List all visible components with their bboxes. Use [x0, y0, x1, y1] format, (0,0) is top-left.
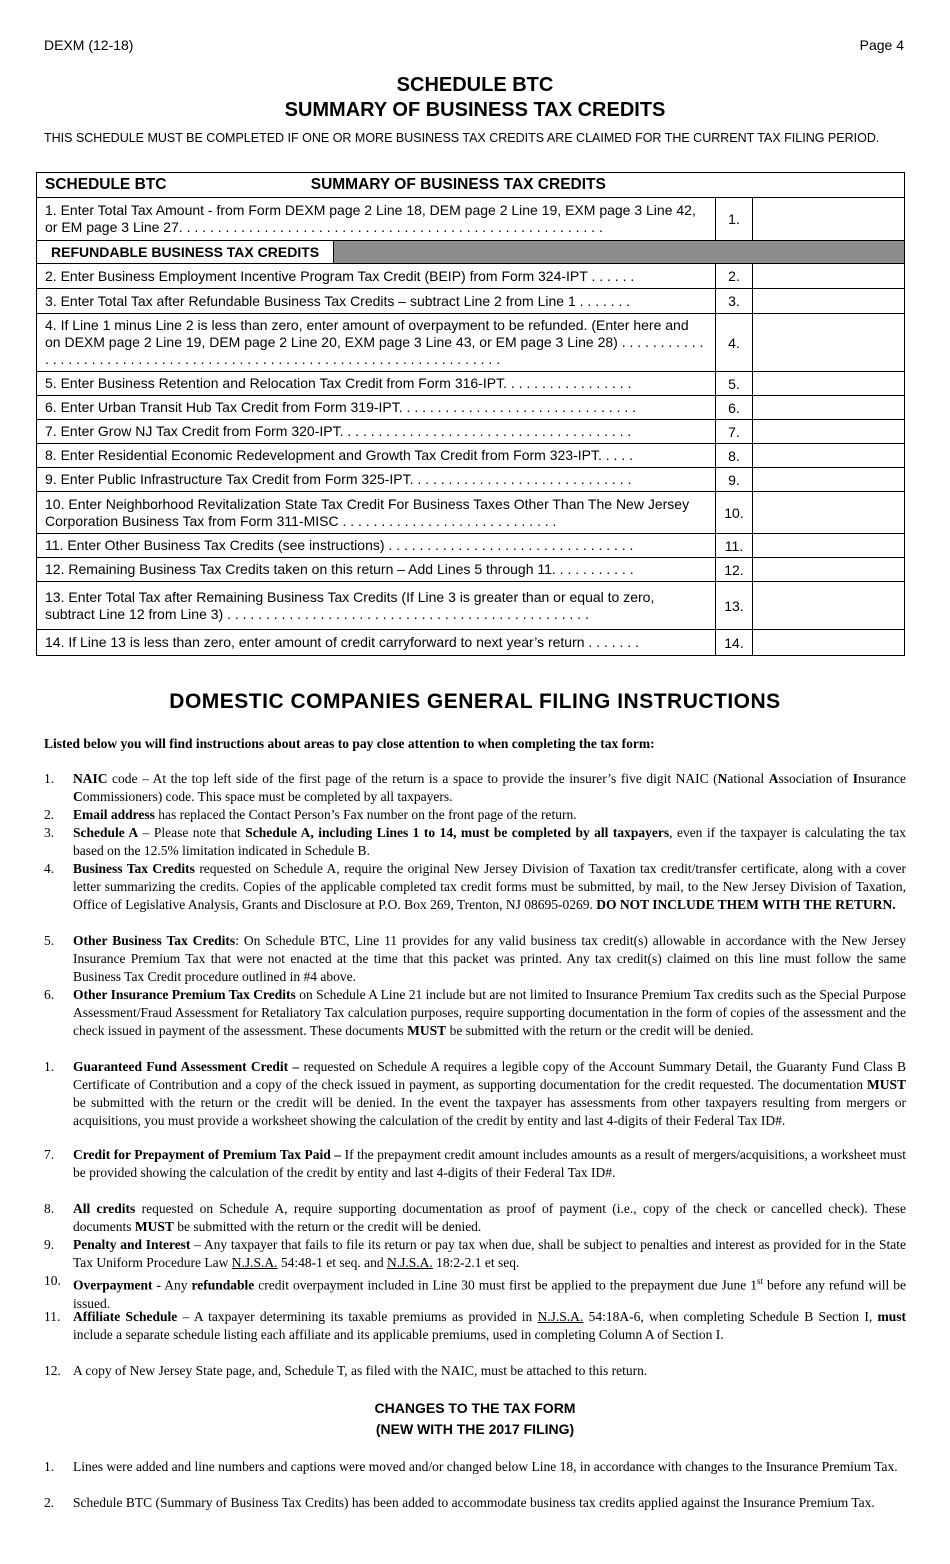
table-header-right: SUMMARY OF BUSINESS TAX CREDITS: [310, 176, 606, 193]
item-text: Schedule BTC (Summary of Business Tax Credits) has been added to accommodate business tax credits applied against the Insurance Premium Tax.: [73, 1495, 875, 1510]
list-item: [44, 1200, 906, 1236]
table-row: [37, 264, 905, 289]
item-bold: Other Business Tax Credits: [73, 933, 236, 948]
list-item: [44, 1146, 906, 1182]
line-num: 5.: [716, 372, 753, 396]
item-text: Any: [161, 1277, 192, 1293]
item-underline: N.J.S.A.: [387, 1255, 433, 1270]
line-amount-input[interactable]: [753, 582, 905, 630]
item-bold: All credits: [73, 1201, 136, 1216]
line-amount-input[interactable]: [753, 396, 905, 420]
item-text: 54:18A-6, when completing Schedule B Section I,: [583, 1309, 878, 1324]
line-amount-input[interactable]: [753, 558, 905, 582]
line-amount-input[interactable]: [753, 468, 905, 492]
list-item: [44, 1058, 906, 1130]
item-bold: MUST: [134, 1219, 174, 1234]
item-bold: Affiliate Schedule: [73, 1309, 178, 1324]
item-number: 4.: [44, 861, 55, 876]
item-text: requested on Schedule A, require the original New Jersey Division of Taxation tax credit/transfer certificate, along with a cover letter summarizing the credits. Copies of the applicable completed tax credit forms must be submitted, by mail, to the New Jersey Division of Taxation, Office of Legislative Analysis, Grants and Disclosure at P.O. Box 269, Trenton, NJ 08695-0269.: [73, 861, 906, 912]
item-text: – Please note that: [138, 825, 246, 840]
refundable-label: REFUNDABLE BUSINESS TAX CREDITS: [37, 241, 334, 263]
item-number: 9.: [44, 1237, 55, 1252]
item-bold: must: [877, 1309, 906, 1324]
line-desc: 8. Enter Residential Economic Redevelopment and Growth Tax Credit from Form 323-IPT. . . . .: [37, 444, 716, 468]
changes-subtitle: (NEW WITH THE 2017 FILING): [375, 1421, 575, 1437]
line-num: 2.: [716, 264, 753, 289]
item-bold: Overpayment -: [73, 1277, 161, 1293]
line-num: 8.: [716, 444, 753, 468]
item-text: before any refund will be issued.: [73, 1277, 907, 1311]
item-number: 2.: [44, 807, 55, 822]
item-text: requested on Schedule A, require supporting documentation as proof of payment (i.e., copy of the check or cancelled check). These documents: [73, 1201, 906, 1234]
item-text: – Any taxpayer that fails to file its return or pay tax when due, shall be subject to penalties and interest as provided for in the State Tax Uniform Procedure Law: [73, 1237, 906, 1270]
item-text: include a separate schedule listing each affiliate and its applicable premiums, used in completing Column A of Section I.: [73, 1327, 724, 1342]
line-amount-input[interactable]: [753, 289, 905, 314]
table-row: [37, 492, 905, 534]
line-num: 12.: [716, 558, 753, 582]
item-bold: MUST: [407, 1023, 447, 1038]
btc-table-header: [37, 173, 905, 198]
item-number: 5.: [44, 933, 55, 948]
list-item: [44, 932, 906, 986]
table-row: [37, 314, 905, 372]
item-text: ational: [727, 771, 769, 786]
item-bold: A: [768, 771, 779, 786]
table-row: [37, 630, 905, 656]
table-row: [37, 582, 905, 630]
line-desc: 5. Enter Business Retention and Relocation Tax Credit from Form 316-IPT. . . . . . . . . . . . . . . . .: [37, 372, 716, 396]
changes-title: CHANGES TO THE TAX FORM: [374, 1400, 576, 1416]
instructions-title: DOMESTIC COMPANIES GENERAL FILING INSTRUCTIONS: [169, 690, 781, 713]
item-text: requested on Schedule A requires a legible copy of the Account Summary Detail, the Guaranty Fund Class B Certificate of Contribution and a copy of the check issued in payment, as supporting documentation for the credit requested. The documentation: [73, 1059, 907, 1092]
line-num: 4.: [716, 314, 753, 372]
form-id: DEXM (12-18): [44, 37, 134, 53]
line-desc: 3. Enter Total Tax after Refundable Business Tax Credits – subtract Line 2 from Line 1 . . . . . . .: [37, 289, 716, 314]
list-item: [44, 1458, 906, 1476]
list-item: [44, 986, 906, 1040]
item-bold: Business Tax Credits: [73, 861, 195, 876]
table-row: [37, 420, 905, 444]
item-text: 18:2-2.1 et seq.: [432, 1255, 520, 1270]
item-text: Lines were added and line numbers and captions were moved and/or changed below Line 18, in accordance with changes to the Insurance Premium Tax.: [73, 1459, 898, 1474]
item-bold: DO NOT INCLUDE THEM WITH THE RETURN.: [596, 897, 896, 912]
line-num: 3.: [716, 289, 753, 314]
item-number: 2.: [44, 1495, 55, 1510]
refundable-header: [37, 241, 905, 264]
item-number: 3.: [44, 825, 55, 840]
list-item: [44, 1272, 906, 1313]
item-bold: Guaranteed Fund Assessment Credit –: [73, 1059, 300, 1074]
item-text: If the prepayment credit amount includes amounts as a result of mergers/acquisitions, a worksheet must be provided showing the calculation of the credit by entity and last 4-digits of their Federal Tax ID#.: [73, 1147, 906, 1180]
table-row: [37, 289, 905, 314]
line-amount-input[interactable]: [753, 314, 905, 372]
line-desc: 7. Enter Grow NJ Tax Credit from Form 320-IPT. . . . . . . . . . . . . . . . . . . . . . . . . . . . . . . . . . . . . .: [37, 420, 716, 444]
line-desc: 1. Enter Total Tax Amount - from Form DEXM page 2 Line 18, DEM page 2 Line 19, EXM page 3 Line 42, or EM page 3 Line 27. . . . . . . . . . . . . . . . . . . . . . . . . . . . . . . . . . . . . . . . . . . . . . . . . . . . . . .: [37, 198, 716, 241]
item-bold: N: [717, 771, 728, 786]
item-number: 1.: [44, 771, 55, 786]
line-num: 9.: [716, 468, 753, 492]
list-item: [44, 860, 906, 914]
item-text: , even if the taxpayer is calculating the tax based on the 12.5% limitation indicated in Schedule B.: [73, 825, 906, 858]
item-text: has replaced the Contact Person’s Fax number on the front page of the return.: [154, 807, 577, 822]
item-text: nsurance: [858, 771, 906, 786]
line-amount-input[interactable]: [753, 420, 905, 444]
schedule-subtitle: SUMMARY OF BUSINESS TAX CREDITS: [284, 99, 666, 121]
item-text: code – At the top left side of the first page of the return is a space to provide the insurer’s five digit NAIC (: [107, 771, 718, 786]
line-num: 10.: [716, 492, 753, 534]
list-item: [44, 824, 906, 860]
table-row: [37, 396, 905, 420]
item-bold: Credit for Prepayment of Premium Tax Paid –: [73, 1147, 342, 1162]
line-num: 6.: [716, 396, 753, 420]
list-item: [44, 1362, 906, 1380]
item-text: A copy of New Jersey State page, and, Schedule T, as filed with the NAIC, must be attached to this return.: [73, 1363, 648, 1378]
page-number: Page 4: [859, 37, 904, 53]
item-number: 8.: [44, 1201, 55, 1216]
btc-table: [36, 172, 905, 656]
table-row: [37, 534, 905, 558]
line-amount-input[interactable]: [753, 264, 905, 289]
line-num: 13.: [716, 582, 753, 630]
item-text: – A taxpayer determining its taxable premiums as provided in: [177, 1309, 538, 1324]
item-bold: C: [73, 789, 83, 804]
item-number: 10.: [44, 1273, 61, 1288]
item-text: ommissioners) code. This space must be completed by all taxpayers.: [82, 789, 453, 804]
line-num: 7.: [716, 420, 753, 444]
item-text: credit overpayment included in Line 30 must first be applied to the prepayment due June 1: [254, 1277, 758, 1293]
item-text: : On Schedule BTC, Line 11 provides for any valid business tax credit(s) allowable in accordance with the New Jersey Insurance Premium Tax that were not enacted at the time that this packet was printed. Any tax credit(s) claimed on this line must follow the same Business Tax Credit procedure outlined in #4 above.: [73, 933, 906, 984]
item-bold: Schedule A, including Lines 1 to 14, must be completed by all taxpayers: [245, 825, 670, 840]
item-number: 6.: [44, 987, 55, 1002]
item-bold: Other Insurance Premium Tax Credits: [73, 987, 296, 1002]
item-text: 54:48-1 et seq. and: [277, 1255, 388, 1270]
item-text: be submitted with the return or the credit will be denied.: [446, 1023, 754, 1038]
table-row: [37, 468, 905, 492]
item-number: 12.: [44, 1363, 61, 1378]
item-bold: I: [852, 771, 859, 786]
line-amount-input[interactable]: [753, 492, 905, 534]
line-desc: 2. Enter Business Employment Incentive Program Tax Credit (BEIP) from Form 324-IPT . . . . . .: [37, 264, 716, 289]
line-desc: 10. Enter Neighborhood Revitalization State Tax Credit For Business Taxes Other Than The New Jersey Corporation Business Tax from Form 311-MISC . . . . . . . . . . . . . . . . . . . . . . . . . . . .: [37, 492, 716, 534]
item-bold: refundable: [191, 1277, 255, 1293]
schedule-notice: THIS SCHEDULE MUST BE COMPLETED IF ONE OR MORE BUSINESS TAX CREDITS ARE CLAIMED FOR THE CURRENT TAX FILING PERIOD.: [44, 131, 880, 145]
line-amount-input[interactable]: [753, 534, 905, 558]
line-amount-input[interactable]: [753, 630, 905, 656]
item-underline: N.J.S.A.: [231, 1255, 278, 1270]
line-desc: 12. Remaining Business Tax Credits taken on this return – Add Lines 5 through 11. . . . . . . . . . .: [37, 558, 716, 582]
table-row: [37, 372, 905, 396]
item-superscript: st: [757, 1276, 764, 1286]
line-desc: 6. Enter Urban Transit Hub Tax Credit from Form 319-IPT. . . . . . . . . . . . . . . . . . . . . . . . . . . . . . .: [37, 396, 716, 420]
item-bold: Penalty and Interest: [73, 1237, 191, 1252]
table-header-left: SCHEDULE BTC: [45, 176, 167, 193]
line-amount-input[interactable]: [753, 444, 905, 468]
item-bold: Email address: [73, 807, 155, 822]
item-bold: Schedule A: [73, 825, 139, 840]
list-item: [44, 770, 906, 806]
line-amount-input[interactable]: [753, 198, 905, 241]
list-item: [44, 806, 906, 824]
table-row: [37, 198, 905, 241]
line-desc: 11. Enter Other Business Tax Credits (see instructions) . . . . . . . . . . . . . . . . . . . . . . . . . . . . . . . .: [37, 534, 716, 558]
item-underline: N.J.S.A.: [537, 1309, 584, 1324]
list-item: [44, 1308, 906, 1344]
schedule-title: SCHEDULE BTC: [396, 74, 554, 96]
item-text: ssociation of: [778, 771, 853, 786]
line-num: 14.: [716, 630, 753, 656]
line-num: 11.: [716, 534, 753, 558]
list-item: [44, 1236, 906, 1272]
line-desc: 14. If Line 13 is less than zero, enter amount of credit carryforward to next year’s return . . . . . . .: [37, 630, 716, 656]
item-bold: MUST: [866, 1077, 906, 1092]
list-item: [44, 1494, 906, 1512]
item-number: 1.: [44, 1459, 55, 1474]
line-num: 1.: [716, 198, 753, 241]
item-text: be submitted with the return or the credit will be denied. In the event the taxpayer has assessments from other taxpayers resulting from mergers or acquisitions, you must provide a worksheet showing the calculation of the credit by entity and last 4-digits of their Federal Tax ID#.: [73, 1095, 906, 1128]
line-desc: 9. Enter Public Infrastructure Tax Credit from Form 325-IPT. . . . . . . . . . . . . . . . . . . . . . . . . . . . .: [37, 468, 716, 492]
instructions-intro: Listed below you will find instructions about areas to pay close attention to when completing the tax form:: [44, 736, 655, 751]
item-text: be submitted with the return or the credit will be denied.: [173, 1219, 482, 1234]
item-number: 7.: [44, 1147, 55, 1162]
line-amount-input[interactable]: [753, 372, 905, 396]
item-number: 1.: [44, 1059, 55, 1074]
item-text: on Schedule A Line 21 include but are not limited to Insurance Premium Tax credits such as the Special Purpose Assessment/Fraud Assessment for Retaliatory Tax calculation purposes, require supporting documentation in the form of copies of the assessment and the check issued in payment of the assessment. These documents: [73, 987, 906, 1038]
item-bold: NAIC: [73, 771, 108, 786]
table-row: [37, 558, 905, 582]
line-desc: 4. If Line 1 minus Line 2 is less than zero, enter amount of overpayment to be refunded. (Enter here and on DEXM page 2 Line 19, DEM page 2 Line 20, EXM page 3 Line 43, or EM page 3 Line 28) . . . . . . . . . . . . . . . . . . . . . . . . . . . . . . . . . . . . . . . . . . . . . . . . . . . . . . . . . . . . . . . . . . . . . .: [37, 314, 716, 372]
item-number: 11.: [44, 1309, 61, 1324]
table-row: [37, 444, 905, 468]
line-desc: 13. Enter Total Tax after Remaining Business Tax Credits (If Line 3 is greater than or equal to zero, subtract Line 12 from Line 3) . . . . . . . . . . . . . . . . . . . . . . . . . . . . . . . . . . . . . . . . . . . . . . .: [37, 582, 716, 630]
